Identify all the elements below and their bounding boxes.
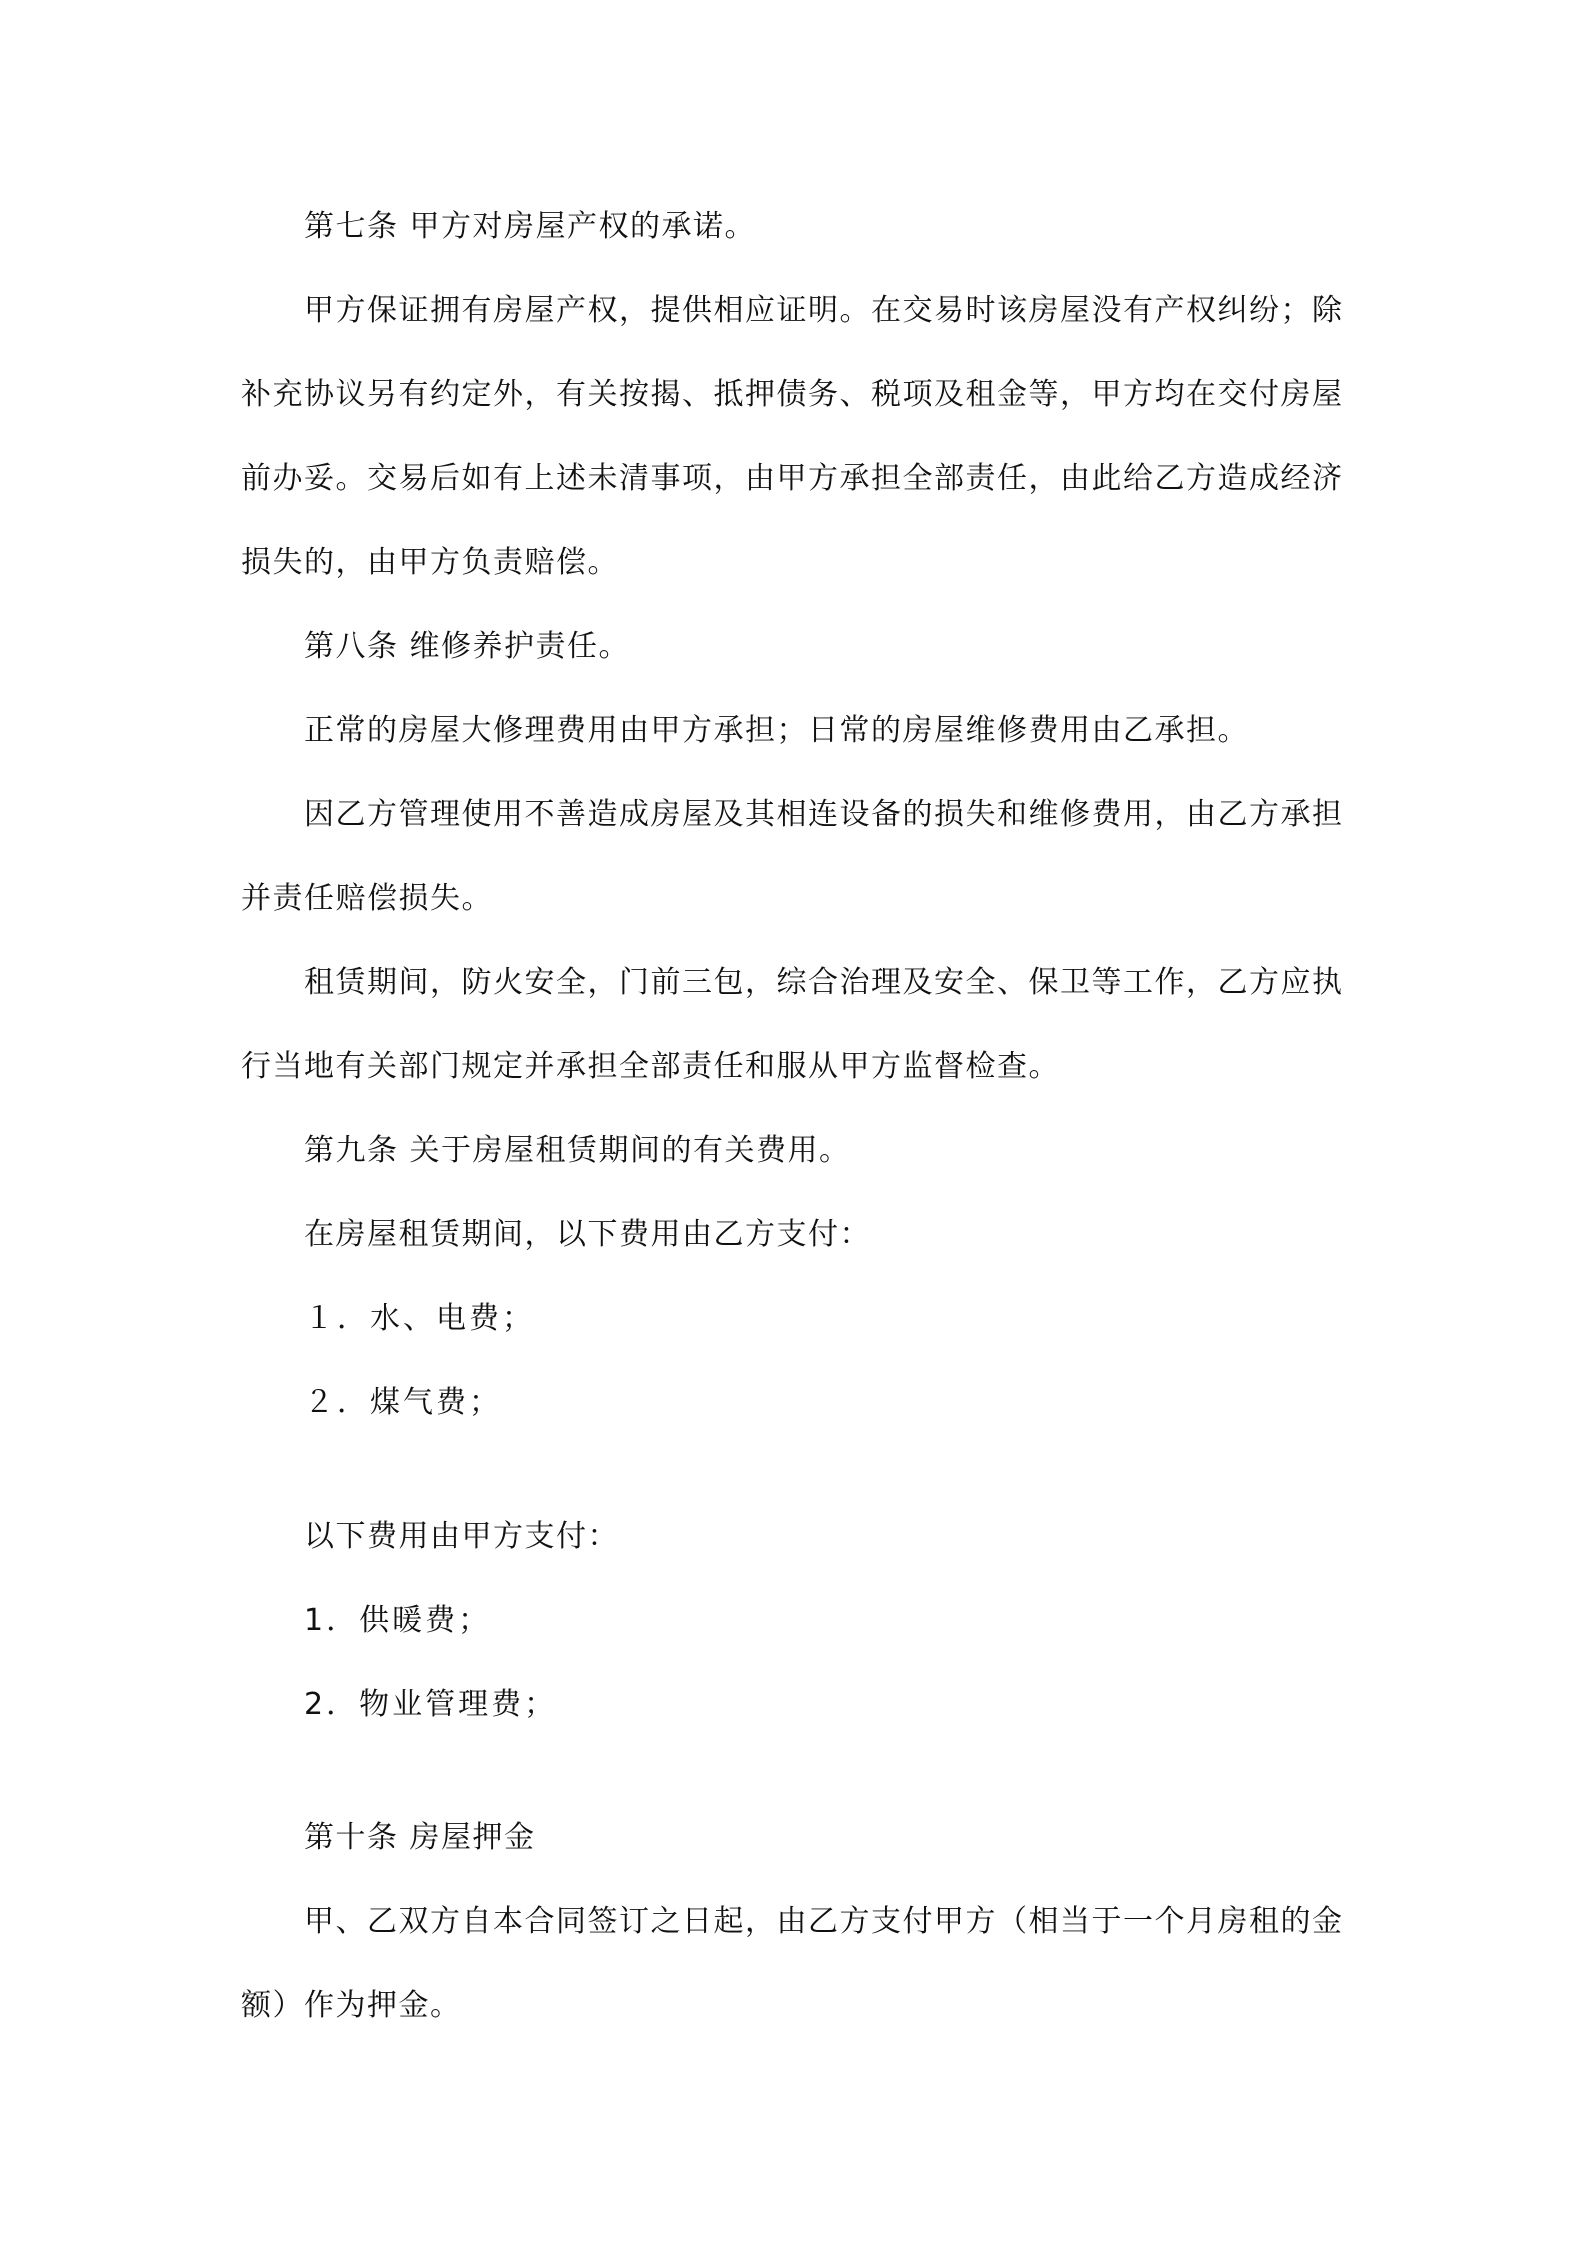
list-item: ２．煤气费； [304,1385,502,1420]
list-item: 2．物业管理费； [304,1687,558,1722]
article-8-paragraph-line: 正常的房屋大修理费用由甲方承担；日常的房屋维修费用由乙承担。 [304,713,1249,748]
article-7-paragraph-line: 补充协议另有约定外，有关按揭、抵押债务、税项及租金等，甲方均在交付房屋 [241,377,1344,412]
article-9-paragraph-line: 在房屋租赁期间，以下费用由乙方支付： [304,1217,871,1252]
article-8-paragraph-line: 租赁期间，防火安全，门前三包，综合治理及安全、保卫等工作，乙方应执 [304,965,1344,1000]
article-7-paragraph-line: 损失的，由甲方负责赔偿。 [241,545,619,580]
article-8-heading: 第八条 维修养护责任。 [304,629,631,664]
article-8-paragraph-line: 并责任赔偿损失。 [241,881,493,916]
article-7-heading: 第七条 甲方对房屋产权的承诺。 [304,209,757,244]
list-item: １．水、电费； [304,1301,535,1336]
article-8-paragraph-line: 行当地有关部门规定并承担全部责任和服从甲方监督检查。 [241,1049,1060,1084]
article-7-paragraph-line: 前办妥。交易后如有上述未清事项，由甲方承担全部责任，由此给乙方造成经济 [241,461,1344,496]
article-8-paragraph-line: 因乙方管理使用不善造成房屋及其相连设备的损失和维修费用，由乙方承担 [304,797,1344,832]
article-10-paragraph-line: 额）作为押金。 [241,1988,462,2023]
article-10-heading: 第十条 房屋押金 [304,1820,536,1855]
article-9-heading: 第九条 关于房屋租赁期间的有关费用。 [304,1133,851,1168]
article-10-paragraph-line: 甲、乙双方自本合同签订之日起，由乙方支付甲方（相当于一个月房租的金 [304,1904,1344,1939]
article-7-paragraph-line: 甲方保证拥有房屋产权，提供相应证明。在交易时该房屋没有产权纠纷；除 [304,293,1344,328]
list-item: 1．供暖费； [304,1603,492,1638]
article-9-paragraph-line: 以下费用由甲方支付： [304,1519,619,1554]
